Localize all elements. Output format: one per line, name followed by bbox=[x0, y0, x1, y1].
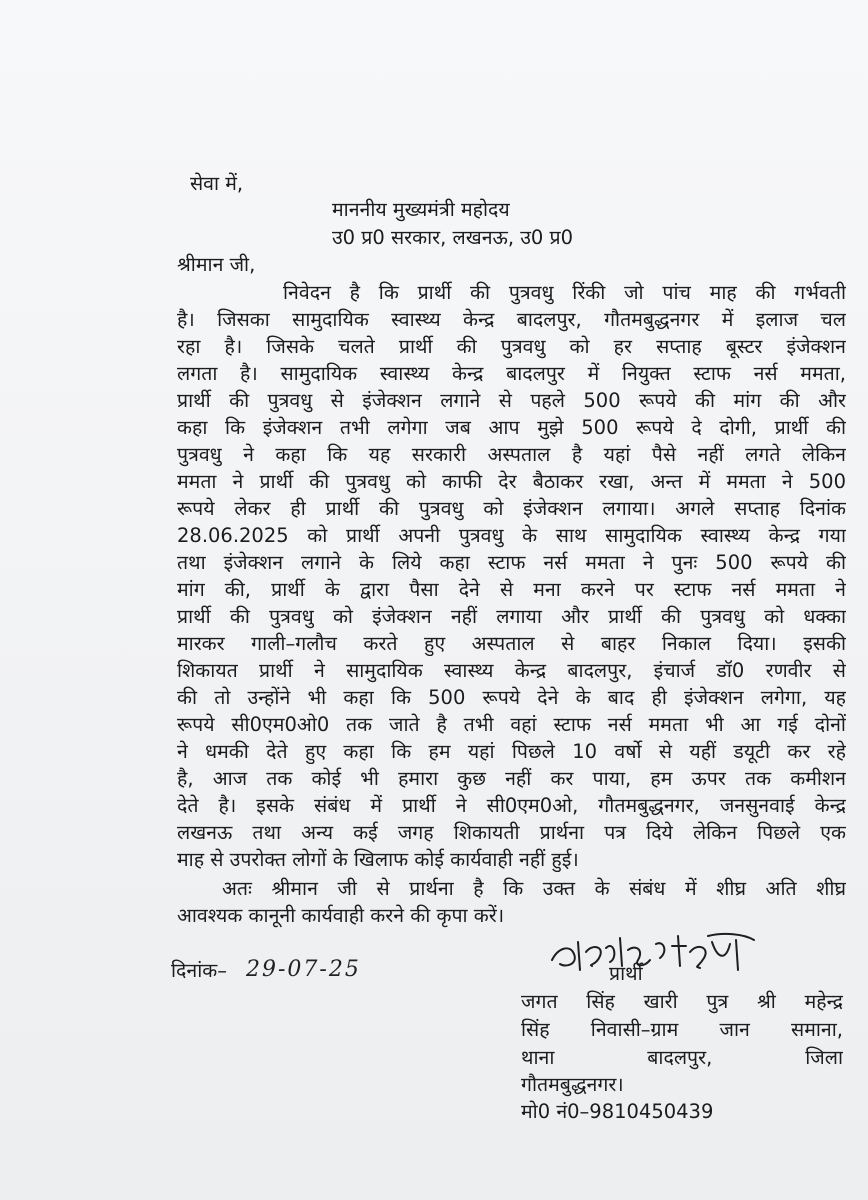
signature-image bbox=[548, 930, 758, 978]
body-line: निवेदन है कि प्रार्थी की पुत्रवधु रिंकी जो पांच माह की गर्भवती bbox=[283, 281, 846, 304]
body-line: कहा कि इंजेक्शन तभी लगेगा जब आप मुझे 500 रूपये दे दोगी, प्रार्थी की bbox=[177, 416, 846, 439]
body-line: लखनऊ तथा अन्य कई जगह शिकायती प्रार्थना पत्र दिये लेकिन पिछले एक bbox=[177, 821, 846, 844]
body-line: प्रार्थी की पुत्रवधु को इंजेक्शन नहीं लगाया और प्रार्थी की पुत्रवधु को धक्का bbox=[177, 605, 846, 628]
body-line: मांग की, प्रार्थी के द्वारा पैसा देने से मना करने पर स्टाफ नर्स ममता ने bbox=[177, 578, 846, 601]
applicant-line: सिंह निवासी–ग्राम जान समाना, bbox=[521, 1018, 843, 1041]
applicant-line: जगत सिंह खारी पुत्र श्री महेन्द्र bbox=[521, 990, 843, 1013]
recipient-title: माननीय मुख्यमंत्री महोदय bbox=[332, 198, 510, 221]
date-value: 29-07-25 bbox=[246, 957, 361, 982]
body-line: ममता ने प्रार्थी की पुत्रवधु को काफी देर बैठाकर रखा, अन्त में ममता ने 500 bbox=[177, 470, 846, 493]
body-line: प्रार्थी की पुत्रवधु से इंजेक्शन लगाने से पहले 500 रूपये की मांग की और bbox=[177, 389, 846, 412]
body-line: की तो उन्होंने भी कहा कि 500 रूपये देने के बाद ही इंजेक्शन लगेगा, यह bbox=[177, 686, 846, 709]
date-label: दिनांक– bbox=[171, 959, 228, 982]
body-line: मारकर गाली–गलौच करते हुए अस्पताल से बाहर निकाल दिया। इसकी bbox=[177, 632, 846, 655]
salutation: सेवा में, bbox=[190, 172, 244, 195]
body-line: ने धमकी देते हुए कहा कि हम यहां पिछले 10 वर्षो से यहीं डयूटी कर रहे bbox=[177, 740, 846, 763]
body-line: रूपये सी0एम0ओ0 तक जाते है तभी वहां स्टाफ नर्स ममता भी आ गई दोनों bbox=[177, 713, 846, 736]
applicant-phone: मो0 नं0–9810450439 bbox=[521, 1100, 714, 1123]
closing-line: अतः श्रीमान जी से प्रार्थना है कि उक्त के संबंध में शीघ्र अति शीघ्र bbox=[222, 877, 846, 900]
body-line: तथा इंजेक्शन लगाने के लिये कहा स्टाफ नर्स ममता ने पुनः 500 रूपये की bbox=[177, 551, 846, 574]
applicant-label: प्रार्थी bbox=[609, 962, 643, 985]
body-line: रहा है। जिसके चलते प्रार्थी की पुत्रवधु को हर सप्ताह बूस्टर इंजेक्शन bbox=[177, 335, 846, 358]
applicant-line: गौतमबुद्धनगर। bbox=[521, 1073, 624, 1096]
greeting: श्रीमान जी, bbox=[177, 253, 256, 276]
body-line: माह से उपरोक्त लोगों के खिलाफ कोई कार्यवाही नहीं हुई। bbox=[177, 848, 579, 871]
body-line: रूपये लेकर ही प्रार्थी की पुत्रवधु को इंजेक्शन लगाया। अगले सप्ताह दिनांक bbox=[177, 497, 846, 520]
recipient-office: उ0 प्र0 सरकार, लखनऊ, उ0 प्र0 bbox=[332, 226, 574, 249]
body-line: है, आज तक कोई भी हमारा कुछ नहीं कर पाया, हम ऊपर तक कमीशन bbox=[177, 767, 846, 790]
closing-line: आवश्यक कानूनी कार्यवाही करने की कृपा करें। bbox=[177, 904, 505, 927]
body-line: शिकायत प्रार्थी ने सामुदायिक स्वास्थ्य केन्द्र बादलपुर, इंचार्ज डॉ0 रणवीर से bbox=[177, 659, 846, 682]
body-line: 28.06.2025 को प्रार्थी अपनी पुत्रवधु के साथ सामुदायिक स्वास्थ्य केन्द्र गया bbox=[177, 524, 846, 547]
body-line: है। जिसका सामुदायिक स्वास्थ्य केन्द्र बादलपुर, गौतमबुद्धनगर में इलाज चल bbox=[177, 308, 846, 331]
body-line: लगता है। सामुदायिक स्वास्थ्य केन्द्र बादलपुर में नियुक्त स्टाफ नर्स ममता, bbox=[177, 362, 846, 385]
body-line: पुत्रवधु ने कहा कि यह सरकारी अस्पताल है यहां पैसे नहीं लगते लेकिन bbox=[177, 443, 846, 466]
applicant-line: थाना बादलपुर, जिला bbox=[521, 1046, 843, 1069]
body-line: देते है। इसके संबंध में प्रार्थी ने सी0एम0ओ, गौतमबुद्धनगर, जनसुनवाई केन्द्र bbox=[177, 794, 846, 817]
